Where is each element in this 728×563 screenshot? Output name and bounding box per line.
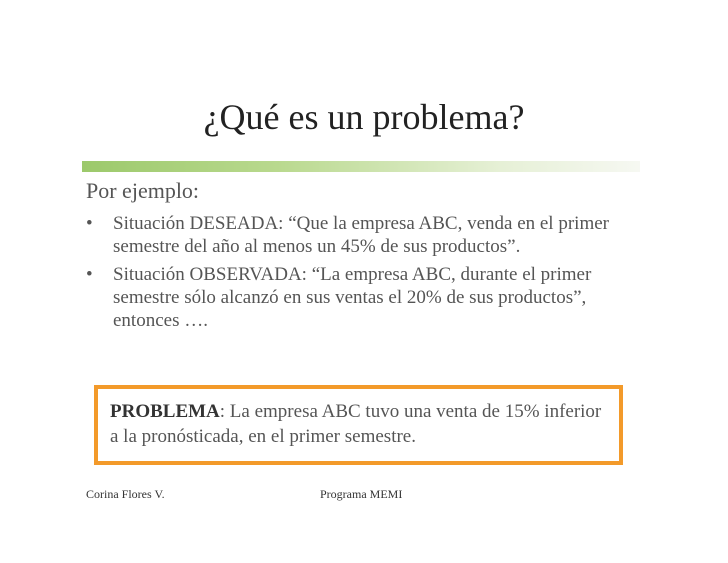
problem-box: [94, 385, 623, 465]
intro-text: Por ejemplo:: [86, 178, 200, 203]
slide-title: ¿Qué es un problema?: [203, 97, 525, 137]
bullet-item: [86, 263, 646, 332]
problem-label: PROBLEMA: [110, 401, 220, 422]
bullet-text: Situación OBSERVADA: “La empresa ABC, durante el primer semestre sólo alcanzó en sus ventas el 20% de sus productos”, entonces ….: [113, 264, 592, 331]
bullet-text: Situación DESEADA: “Que la empresa ABC, venda en el primer semestre del año al menos un 45% de sus productos”.: [113, 213, 609, 257]
bullet-icon: •: [86, 213, 93, 234]
bullet-item: [86, 212, 646, 258]
footer-author: Corina Flores V.: [86, 487, 165, 501]
bullet-icon: •: [86, 264, 93, 285]
bullet-list: [86, 212, 646, 337]
footer-program: Programa MEMI: [320, 487, 403, 501]
title-divider: [82, 161, 640, 172]
problem-text: : La empresa ABC tuvo una venta de 15% inferior a la pronósticada, en el primer semestre.: [110, 401, 602, 447]
